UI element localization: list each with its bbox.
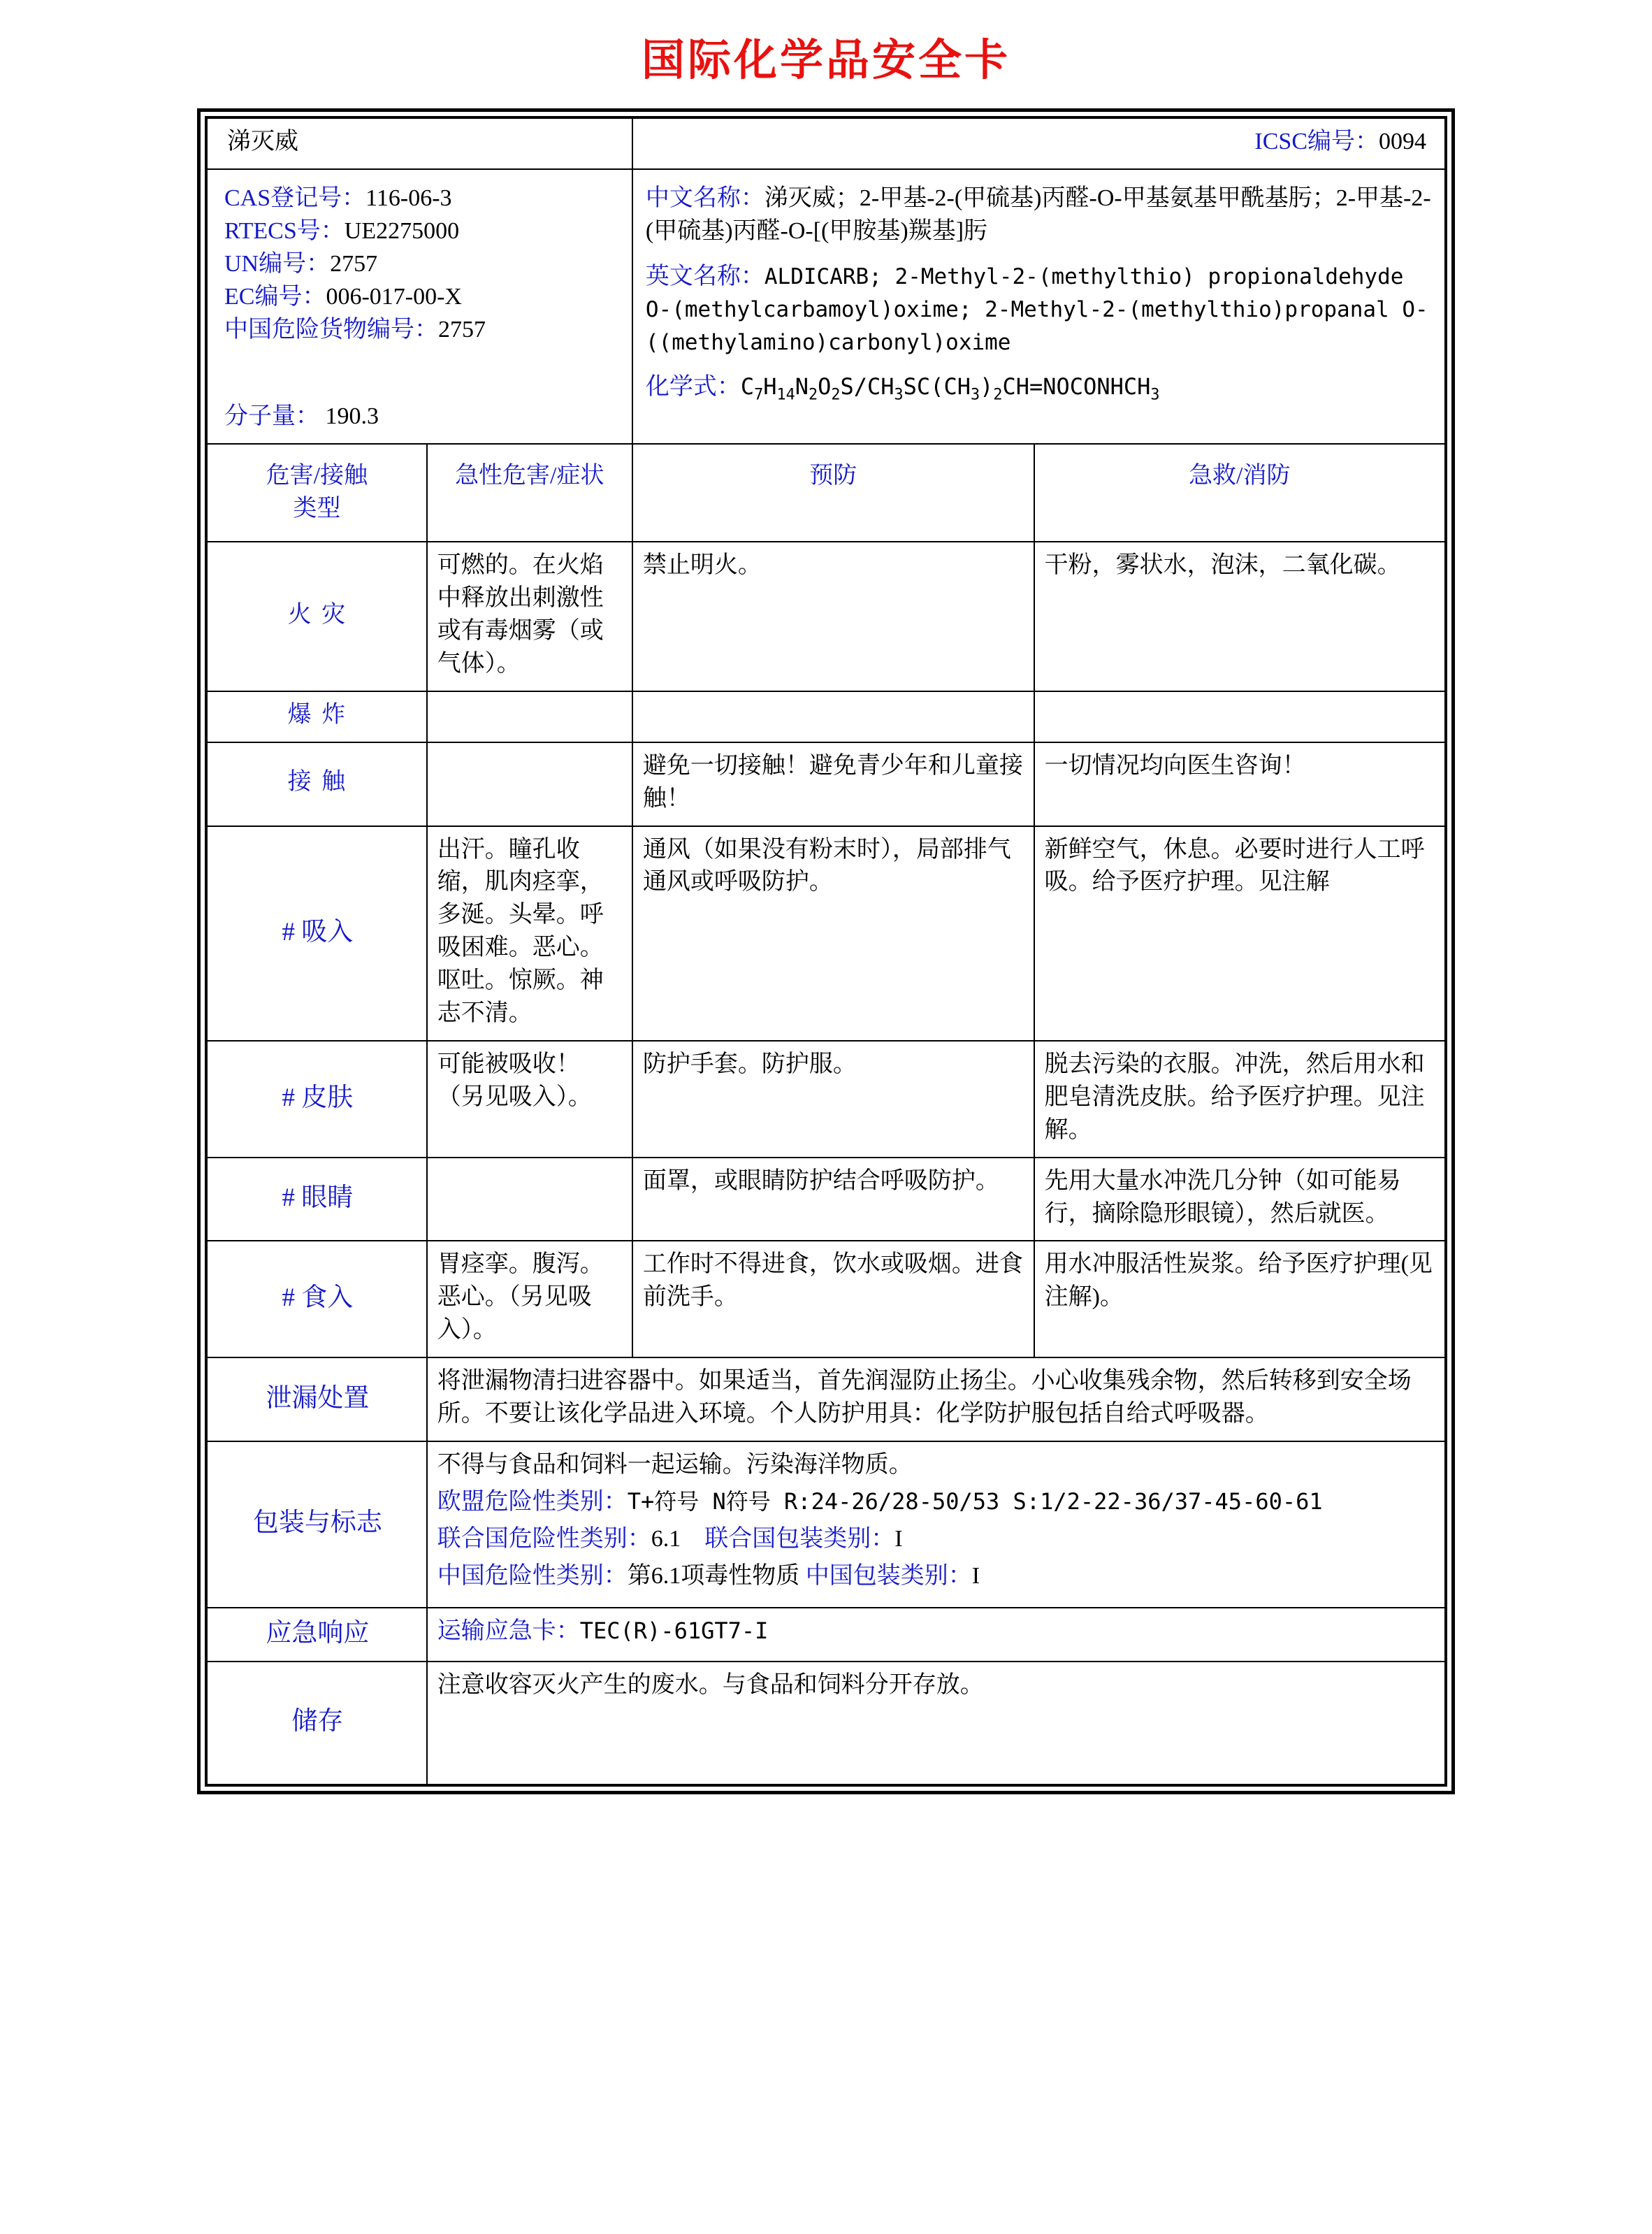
cell-exposure-prevention: 避免一切接触！避免青少年和儿童接触！ <box>632 742 1034 826</box>
table-row <box>207 1041 1445 1158</box>
ec-label: EC编号： <box>224 283 326 310</box>
cn-class-value: 第6.1项毒性物质 <box>627 1562 800 1589</box>
cell-emergency <box>427 1608 1445 1662</box>
un-class-value: 6.1 <box>651 1525 681 1552</box>
chinese-name-value: 涕灭威；2-甲基-2-(甲硫基)丙醛-O-甲基氨基甲酰基肟；2-甲基-2-(甲硫基)丙醛-O-[(甲胺基)羰基]肟 <box>645 185 1431 244</box>
ec-row <box>224 281 623 314</box>
eu-class-label: 欧盟危险性类别： <box>437 1488 628 1515</box>
cas-value: 116-06-3 <box>365 185 452 211</box>
rtecs-label: RTECS号： <box>224 217 345 244</box>
cell-fire-prevention: 禁止明火。 <box>632 542 1034 691</box>
table-row-packaging <box>207 1441 1445 1608</box>
cell-exposure-firstaid: 一切情况均向医生咨询！ <box>1034 742 1445 826</box>
table-row <box>207 826 1445 1041</box>
cell-packaging <box>427 1441 1445 1608</box>
icsc-number-cell <box>632 118 1445 169</box>
icsc-table <box>206 117 1446 1785</box>
colheader-symptoms: 急性危害/症状 <box>427 444 632 542</box>
cell-inhalation-symptoms: 出汗。瞳孔收缩，肌肉痉挛，多涎。头晕。呼吸困难。恶心。呕吐。惊厥。神志不清。 <box>427 826 632 1041</box>
table-row <box>207 691 1445 742</box>
cell-eyes-symptoms <box>427 1158 632 1241</box>
transport-emergency-card-value: TEC(R)-61GT7-I <box>579 1617 769 1644</box>
formula-value: $C_7H_{14}N_2O_2S/CH_3SC(CH_3)_2CH=NOCONHCH_3$ <box>740 373 1160 404</box>
chinese-name-row <box>646 182 1436 248</box>
colheader-prevention: 预防 <box>632 444 1034 542</box>
cell-storage-text: 注意收容灭火产生的废水。与食品和饲料分开存放。 <box>427 1662 1445 1785</box>
packaging-line-un <box>437 1523 1436 1556</box>
colheader-hazard-type-line2: 类型 <box>293 496 341 522</box>
packaging-line-transport: 不得与食品和饲料一起运输。污染海洋物质。 <box>437 1452 913 1478</box>
rtecs-value: UE2275000 <box>344 217 460 244</box>
cn-class-label: 中国危险性类别： <box>437 1562 628 1589</box>
formula-label: 化学式： <box>645 374 741 401</box>
rtecs-row <box>224 215 623 248</box>
cell-explosion-firstaid <box>1034 691 1445 742</box>
rowheader-skin: # 皮肤 <box>207 1041 427 1158</box>
cell-eyes-prevention: 面罩，或眼睛防护结合呼吸防护。 <box>632 1158 1034 1241</box>
ec-value: 006-017-00-X <box>326 283 462 310</box>
table-row-header <box>207 118 1445 169</box>
table-row <box>207 542 1445 691</box>
colheader-hazard-type-line1: 危害/接触 <box>266 463 368 489</box>
icsc-card <box>197 108 1455 1794</box>
cell-eyes-firstaid: 先用大量水冲洗几分钟（如可能易行，摘除隐形眼镜），然后就医。 <box>1034 1158 1445 1241</box>
rowheader-emergency: 应急响应 <box>207 1608 427 1662</box>
table-row-spill <box>207 1357 1445 1441</box>
molecular-weight-row <box>224 401 623 433</box>
rowheader-spill: 泄漏处置 <box>207 1357 427 1441</box>
icsc-value: 0094 <box>1379 129 1426 154</box>
cell-inhalation-firstaid: 新鲜空气，休息。必要时进行人工呼吸。给予医疗护理。见注解 <box>1034 826 1445 1041</box>
cell-ingestion-firstaid: 用水冲服活性炭浆。给予医疗护理(见注解)。 <box>1034 1241 1445 1357</box>
colheader-firstaid: 急救/消防 <box>1034 444 1445 542</box>
cn-dangerous-label: 中国危险货物编号： <box>224 316 438 343</box>
colheader-hazard-type <box>207 444 427 542</box>
un-pack-value: I <box>894 1525 903 1552</box>
table-row <box>207 1241 1445 1357</box>
english-name-value: ALDICARB; 2-Methyl-2-(methylthio) propionaldehyde O-(methylcarbamoyl)oxime; 2-Methyl-2-(methylthio)propanal O-((methylamino)carbonyl)oxime <box>645 264 1428 355</box>
chinese-name-label: 中文名称： <box>645 185 765 211</box>
molecular-weight-label: 分子量： <box>224 403 319 430</box>
packaging-line-cn <box>437 1560 1436 1593</box>
names-block <box>632 169 1445 444</box>
rowheader-fire: 火 灾 <box>207 542 427 691</box>
cn-pack-value: I <box>971 1562 980 1589</box>
substance-name: 涕灭威 <box>207 118 632 169</box>
rowheader-exposure: 接 触 <box>207 742 427 826</box>
rowheader-inhalation: # 吸入 <box>207 826 427 1041</box>
cas-label: CAS登记号： <box>224 185 366 211</box>
cell-ingestion-symptoms: 胃痉挛。腹泻。恶心。（另见吸入）。 <box>427 1241 632 1357</box>
rowheader-explosion: 爆 炸 <box>207 691 427 742</box>
table-row-emergency <box>207 1608 1445 1662</box>
formula-row <box>646 371 1436 405</box>
cell-fire-firstaid: 干粉，雾状水，泡沫，二氧化碳。 <box>1034 542 1445 691</box>
page-title: 国际化学品安全卡 <box>641 34 1010 85</box>
table-row-identifiers <box>207 169 1445 444</box>
table-row-colheaders <box>207 444 1445 542</box>
icsc-card-inner <box>205 116 1447 1787</box>
transport-emergency-card-label: 运输应急卡： <box>437 1617 580 1644</box>
rowheader-eyes: # 眼睛 <box>207 1158 427 1241</box>
molecular-weight-value: 190.3 <box>325 403 379 430</box>
identifier-block <box>207 169 632 444</box>
table-row <box>207 742 1445 826</box>
un-pack-label: 联合国包装类别： <box>704 1525 895 1552</box>
un-row <box>224 248 623 281</box>
rowheader-storage: 储存 <box>207 1662 427 1785</box>
cell-spill-text: 将泄漏物清扫进容器中。如果适当，首先润湿防止扬尘。小心收集残余物，然后转移到安全场所。不要让该化学品进入环境。个人防护用具：化学防护服包括自给式呼吸器。 <box>427 1357 1445 1441</box>
cell-fire-symptoms: 可燃的。在火焰中释放出刺激性或有毒烟雾（或气体）。 <box>427 542 632 691</box>
table-row-storage <box>207 1662 1445 1785</box>
cas-row <box>224 182 623 215</box>
english-name-label: 英文名称： <box>645 263 765 289</box>
cell-explosion-symptoms <box>427 691 632 742</box>
cell-skin-symptoms: 可能被吸收！（另见吸入）。 <box>427 1041 632 1158</box>
cn-dangerous-row <box>224 314 623 347</box>
cell-skin-prevention: 防护手套。防护服。 <box>632 1041 1034 1158</box>
table-row <box>207 1158 1445 1241</box>
packaging-line-eu <box>437 1486 1436 1519</box>
rowheader-ingestion: # 食入 <box>207 1241 427 1357</box>
icsc-label: ICSC编号： <box>1254 129 1379 154</box>
page <box>0 25 1652 1794</box>
cn-dangerous-value: 2757 <box>438 316 486 343</box>
un-label: UN编号： <box>224 250 331 277</box>
cell-inhalation-prevention: 通风（如果没有粉末时），局部排气通风或呼吸防护。 <box>632 826 1034 1041</box>
un-class-label: 联合国危险性类别： <box>437 1525 651 1552</box>
un-value: 2757 <box>330 250 378 277</box>
english-name-row <box>646 261 1436 359</box>
cell-ingestion-prevention: 工作时不得进食，饮水或吸烟。进食前洗手。 <box>632 1241 1034 1357</box>
cell-explosion-prevention <box>632 691 1034 742</box>
eu-class-value: T+符号 N符号 R:24-26/28-50/53 S:1/2-22-36/37-45-60-61 <box>627 1487 1323 1515</box>
rowheader-packaging: 包装与标志 <box>207 1441 427 1608</box>
cell-exposure-symptoms <box>427 742 632 826</box>
cn-pack-label: 中国包装类别： <box>805 1562 972 1589</box>
cell-skin-firstaid: 脱去污染的衣服。冲洗，然后用水和肥皂清洗皮肤。给予医疗护理。见注解。 <box>1034 1041 1445 1158</box>
